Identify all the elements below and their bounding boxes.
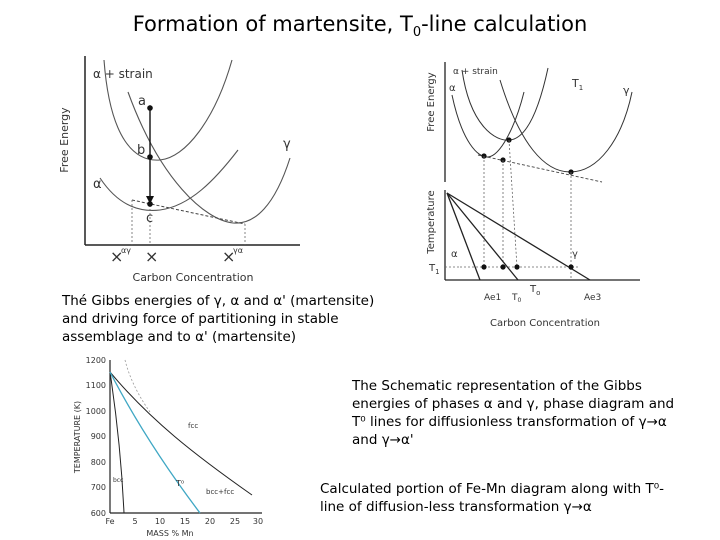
right-alpha-curve (452, 92, 524, 157)
right-bottom-gamma: γ (572, 249, 578, 260)
pd-label-fcc: fcc (188, 422, 199, 430)
fe-mn-phase-diagram (73, 356, 263, 538)
tick-x-gamma-alpha: × (222, 247, 236, 266)
pd-label-t0: T⁰ (176, 479, 185, 488)
point-b (147, 154, 153, 160)
right-bottom-alpha: α (451, 249, 458, 260)
pd-x-tick-30: 30 (252, 517, 264, 526)
label-alpha: α (93, 177, 102, 192)
left-gibbs-diagram (58, 56, 300, 284)
right-gamma-curve (500, 80, 632, 172)
pd-x-tick-15: 15 (179, 517, 191, 526)
right-alpha-strain-curve (462, 68, 548, 140)
title-rest: -line calculation (421, 12, 588, 36)
right-iso-point-2 (500, 264, 505, 269)
right-x-ae3: Ae3 (584, 293, 602, 303)
right-label-alpha: α (449, 83, 456, 94)
right-schematic-diagram (426, 62, 640, 329)
caption-bottom: Calculated portion of Fe-Mn diagram along with T⁰-line of diffusion-less transformation γ→α (320, 481, 665, 515)
pd-x-label: MASS % Mn (146, 529, 194, 538)
point-c (147, 201, 153, 207)
right-x-ae1: Ae1 (484, 293, 502, 303)
pd-y-tick-700: 700 (90, 483, 106, 492)
right-bottom-t0-label: $T_o$ (530, 284, 541, 297)
alpha-curve (100, 150, 238, 210)
label-a: a (138, 94, 146, 109)
pd-y-tick-1000: 1000 (85, 407, 106, 416)
right-label-alpha-strain: α + strain (453, 67, 498, 77)
right-x-t0: $T_0$ (512, 293, 522, 304)
label-b: b (137, 143, 146, 158)
pd-x-tick-5: 5 (132, 517, 138, 526)
right-iso-point-1 (481, 264, 486, 269)
right-iso-point-3 (514, 264, 519, 269)
right-drop-2 (509, 140, 517, 267)
alpha-solvus-line (447, 193, 480, 280)
right-top-y-label: Free Energy (426, 72, 437, 132)
pd-fcc-boundary (110, 372, 252, 495)
pd-x-tick-10: 10 (154, 517, 166, 526)
label-alpha-strain: α + strain (93, 67, 153, 81)
tick-x-gamma-alpha-sup: γα (233, 246, 244, 255)
label-gamma: γ (283, 137, 291, 152)
pd-y-tick-900: 900 (90, 432, 106, 441)
caption-left: Thé Gibbs energies of γ, α and α' (martensite) and driving force of partitioning in stable assemblage and to α' (martensite) (62, 293, 375, 345)
right-iso-point-4 (568, 264, 573, 269)
right-bottom-y-label: Temperature (426, 190, 437, 254)
pd-x-tick-20: 20 (204, 517, 216, 526)
pd-y-tick-1100: 1100 (85, 381, 106, 390)
left-y-label: Free Energy (58, 107, 71, 173)
right-label-t1: $T_1$ (572, 77, 584, 92)
right-bottom-t1: $T_1$ (429, 263, 440, 276)
title-main: Formation of martensite, T (132, 12, 413, 36)
right-x-label: Carbon Concentration (490, 318, 600, 329)
right-tangent (478, 155, 602, 182)
label-c: c (146, 211, 154, 226)
pd-x-tick-fe: Fe (105, 517, 115, 526)
title-subscript: 0 (412, 25, 422, 41)
tick-x-alpha-gamma-sup: αγ (121, 246, 132, 255)
tick-x-alpha-gamma: × (110, 247, 124, 266)
pd-magnetic-line (125, 360, 150, 412)
pd-y-tick-800: 800 (90, 458, 106, 467)
pd-x-tick-25: 25 (229, 517, 241, 526)
caption-right: The Schematic representation of the Gibbs energies of phases α and γ, phase diagram and T⁰ lines for diffusionless transformation of γ→α and γ→α' (352, 378, 675, 448)
point-a (147, 105, 153, 111)
pd-y-label: TEMPERATURE (K) (73, 400, 82, 474)
pd-y-tick-600: 600 (90, 509, 106, 518)
pd-t0-line (110, 372, 200, 513)
left-x-label: Carbon Concentration (132, 271, 254, 284)
pd-y-tick-1200: 1200 (85, 356, 106, 365)
right-label-gamma: γ (623, 84, 630, 97)
tick-x-mid: × (145, 247, 159, 266)
pd-label-bcc-fcc: bcc+fcc (206, 488, 235, 496)
pd-label-bcc: bcc (113, 477, 124, 484)
